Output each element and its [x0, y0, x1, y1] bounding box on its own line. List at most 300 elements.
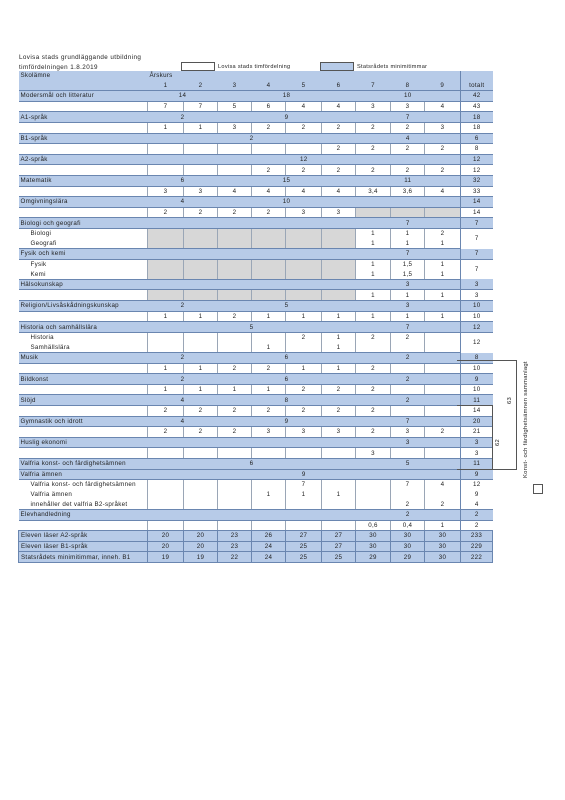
city-total: 3	[461, 290, 493, 301]
subject-empty	[19, 122, 148, 133]
table-row-city	[19, 384, 493, 395]
footer-value: 30	[391, 541, 425, 552]
sub-value	[356, 490, 391, 500]
table-row-city	[19, 144, 493, 155]
subject-name: Biologi och geografi	[19, 218, 148, 229]
table-row-sub	[19, 480, 493, 490]
footer-value: 27	[322, 531, 356, 542]
legend-city-label: Lovisa stads timfördelning	[218, 64, 291, 70]
state-total: 11	[461, 395, 493, 406]
grade-6: 6	[322, 81, 356, 91]
table-row-state	[19, 249, 493, 260]
sub-value: 1,5	[391, 259, 425, 269]
sub-value: 1	[356, 269, 391, 279]
sub-value: 2	[356, 332, 391, 342]
city-value: 7	[148, 101, 184, 112]
city-value	[252, 144, 286, 155]
table-row-sub	[19, 342, 493, 352]
footer-value: 29	[356, 552, 391, 563]
sub-total: 9	[461, 490, 493, 500]
grade-1: 1	[148, 81, 184, 91]
subject-name: Musik	[19, 353, 148, 364]
city-value: 1	[252, 311, 286, 322]
state-value: 2	[148, 112, 218, 123]
grey-cell	[286, 239, 322, 249]
city-value: 6	[252, 101, 286, 112]
footer-value: 25	[286, 541, 322, 552]
table-row-city	[19, 520, 493, 531]
header-total: totalt	[461, 81, 493, 91]
footer-value: 25	[286, 552, 322, 563]
city-value: 3	[218, 122, 252, 133]
state-total: 32	[461, 175, 493, 186]
city-value: 2	[356, 363, 391, 374]
city-value: 2	[425, 144, 461, 155]
grey-cell	[252, 269, 286, 279]
sub-value	[184, 499, 218, 509]
city-value	[286, 520, 322, 531]
city-value: 1	[425, 520, 461, 531]
city-value: 2	[252, 406, 286, 417]
city-value: 2	[252, 207, 286, 218]
subject-name: Huslig ekonomi	[19, 437, 148, 448]
city-value: 3	[391, 427, 425, 438]
sub-name: Biologi	[30, 230, 52, 238]
city-value	[184, 290, 218, 301]
state-pad	[148, 437, 356, 448]
city-value	[218, 165, 252, 176]
table-row-city	[19, 290, 493, 301]
city-value: 1	[148, 311, 184, 322]
city-total: 10	[461, 384, 493, 395]
state-value: 6	[148, 175, 218, 186]
state-value: 3	[356, 437, 461, 448]
sub-value	[148, 342, 184, 352]
city-value: 2	[356, 144, 391, 155]
sub-value	[218, 499, 252, 509]
city-value: 3	[322, 427, 356, 438]
table-row-city	[19, 311, 493, 322]
table-row-state	[19, 279, 493, 290]
sub-value	[218, 480, 252, 490]
table-row-footer	[19, 531, 493, 542]
city-value: 3	[391, 101, 425, 112]
table-header-row	[19, 71, 493, 81]
city-value	[252, 290, 286, 301]
grade-3: 3	[218, 81, 252, 91]
state-value: 15	[218, 175, 356, 186]
state-value: 6	[148, 458, 356, 469]
table-row-city	[19, 165, 493, 176]
city-value	[218, 144, 252, 155]
table-row-state	[19, 353, 493, 364]
subject-empty	[19, 427, 148, 438]
state-total: 10	[461, 301, 493, 312]
city-value	[148, 448, 184, 459]
city-value	[252, 520, 286, 531]
city-value: 4	[286, 186, 322, 197]
city-total: 10	[461, 363, 493, 374]
doc-subtitle: timfördelningen 1.8.2019	[19, 64, 98, 71]
city-value: 1	[184, 384, 218, 395]
table-row-sub	[19, 239, 493, 249]
sub-value: 2	[425, 228, 461, 238]
footer-value: 22	[218, 552, 252, 563]
state-total: 20	[461, 416, 493, 427]
state-value: 12	[148, 154, 461, 165]
state-value: 4	[148, 197, 218, 208]
state-value: 3	[356, 279, 461, 290]
subject-empty	[19, 311, 148, 322]
state-total: 7	[461, 249, 493, 260]
city-value	[148, 520, 184, 531]
table-row-state	[19, 458, 493, 469]
sub-value	[356, 342, 391, 352]
sub-value	[252, 499, 286, 509]
sub-value	[356, 499, 391, 509]
city-value: 2	[356, 122, 391, 133]
grade-8: 8	[391, 81, 425, 91]
state-total: 7	[461, 218, 493, 229]
state-value: 6	[218, 374, 356, 385]
subject-name: Hälsokunskap	[19, 279, 148, 290]
table-row-state	[19, 133, 493, 144]
subject-name: Valfria ämnen	[19, 469, 148, 480]
city-total: 8	[461, 144, 493, 155]
sub-value	[218, 332, 252, 342]
city-value	[425, 406, 461, 417]
city-value	[184, 520, 218, 531]
sub-value: 1	[356, 239, 391, 249]
city-value: 1	[148, 363, 184, 374]
grey-cell	[286, 269, 322, 279]
subject-name: Matematik	[19, 175, 148, 186]
state-total: 9	[461, 374, 493, 385]
footer-total: 229	[461, 541, 493, 552]
grey-cell	[184, 259, 218, 269]
city-value: 3	[425, 122, 461, 133]
table-row-state	[19, 416, 493, 427]
state-value: 4	[148, 395, 218, 406]
grey-cell	[322, 259, 356, 269]
sub-value	[148, 480, 184, 490]
footer-value: 19	[148, 552, 184, 563]
city-value	[322, 448, 356, 459]
sub-total: 12	[461, 332, 493, 352]
state-total: 42	[461, 91, 493, 102]
sub-total: 7	[461, 259, 493, 279]
state-total: 18	[461, 112, 493, 123]
city-value: 3,6	[391, 186, 425, 197]
state-value: 2	[356, 374, 461, 385]
subject-name: Slöjd	[19, 395, 148, 406]
sub-value	[184, 332, 218, 342]
city-value: 1	[184, 122, 218, 133]
subject-name: A1-språk	[19, 112, 148, 123]
table-row-state	[19, 374, 493, 385]
city-value: 3	[286, 427, 322, 438]
city-value: 3	[184, 186, 218, 197]
sub-value	[391, 490, 425, 500]
bracket-inner	[457, 405, 493, 470]
city-value: 1	[184, 363, 218, 374]
header-empty	[19, 81, 148, 91]
grey-cell	[322, 228, 356, 238]
city-total: 18	[461, 122, 493, 133]
city-value	[425, 384, 461, 395]
grey-cell	[218, 228, 252, 238]
city-value	[148, 290, 184, 301]
table-row-city	[19, 186, 493, 197]
state-total: 11	[461, 458, 493, 469]
footer-label: Eleven läser B1-språk	[19, 541, 148, 552]
table-row-sub	[19, 269, 493, 279]
subject-name: Elevhandledning	[19, 509, 148, 520]
sub-total: 4	[461, 499, 493, 509]
city-value: 2	[391, 165, 425, 176]
sub-value	[425, 332, 461, 342]
city-value: 1	[356, 311, 391, 322]
state-total: 12	[461, 322, 493, 333]
subject-empty	[19, 363, 148, 374]
subject-empty	[19, 207, 148, 218]
city-value: 3	[286, 207, 322, 218]
state-total: 3	[461, 279, 493, 290]
subject-name: B1-språk	[19, 133, 148, 144]
table-row-footer	[19, 541, 493, 552]
subject-name: Historia och samhällslära	[19, 322, 148, 333]
timetable	[18, 71, 493, 563]
city-value: 3	[356, 448, 391, 459]
sub-value: 1	[252, 342, 286, 352]
state-value: 2	[356, 395, 461, 406]
city-value	[322, 290, 356, 301]
city-value: 3	[322, 207, 356, 218]
sub-value	[184, 480, 218, 490]
table-row-state	[19, 197, 493, 208]
city-value: 1	[356, 290, 391, 301]
sub-name: Valfria konst- och färdighetsämnen	[30, 481, 136, 489]
footer-value: 23	[218, 531, 252, 542]
city-value: 4	[252, 186, 286, 197]
table-row-state	[19, 469, 493, 480]
city-value	[322, 520, 356, 531]
header-blank	[461, 71, 493, 81]
sub-name: Fysik	[30, 260, 47, 268]
city-value	[252, 448, 286, 459]
sub-value	[184, 342, 218, 352]
state-pad	[148, 509, 356, 520]
subject-empty	[19, 101, 148, 112]
city-value: 2	[184, 427, 218, 438]
subject-empty	[19, 384, 148, 395]
footer-value: 30	[425, 541, 461, 552]
city-value: 5	[218, 101, 252, 112]
city-value	[218, 520, 252, 531]
city-total: 2	[461, 520, 493, 531]
table-row-city	[19, 207, 493, 218]
state-value: 2	[148, 374, 218, 385]
sub-value	[148, 490, 184, 500]
state-value: 11	[356, 175, 461, 186]
city-value: 1	[218, 384, 252, 395]
footer-value: 30	[356, 531, 391, 542]
state-value: 2	[148, 133, 356, 144]
table-row-state	[19, 218, 493, 229]
subject-empty	[19, 406, 148, 417]
grade-5: 5	[286, 81, 322, 91]
grey-cell	[252, 239, 286, 249]
sub-value	[286, 499, 322, 509]
sub-value: 1	[425, 239, 461, 249]
grey-cell	[252, 228, 286, 238]
sub-value: 2	[425, 499, 461, 509]
subject-empty	[19, 290, 148, 301]
city-value: 2	[425, 165, 461, 176]
city-value: 1	[322, 311, 356, 322]
state-value: 6	[218, 353, 356, 364]
city-value	[184, 448, 218, 459]
grey-cell	[218, 269, 252, 279]
city-value: 4	[425, 186, 461, 197]
city-total: 3	[461, 448, 493, 459]
sub-value	[391, 342, 425, 352]
sub-value: 1	[322, 490, 356, 500]
sub-value: 1	[322, 342, 356, 352]
header-subject: Skolämne	[19, 71, 148, 81]
state-pad	[356, 197, 461, 208]
city-value	[391, 384, 425, 395]
state-value: 10	[218, 197, 356, 208]
state-value: 7	[356, 249, 461, 260]
side-number-63: 63	[507, 396, 513, 404]
city-value: 1	[148, 122, 184, 133]
table-row-city	[19, 101, 493, 112]
city-value: 3	[148, 186, 184, 197]
city-value: 2	[356, 384, 391, 395]
table-row-state	[19, 322, 493, 333]
city-value: 2	[218, 406, 252, 417]
city-value: 1	[286, 363, 322, 374]
city-value: 1	[425, 311, 461, 322]
city-value: 2	[148, 207, 184, 218]
sub-value: 7	[286, 480, 322, 490]
footer-value: 24	[252, 541, 286, 552]
sub-value	[425, 342, 461, 352]
city-total: 12	[461, 165, 493, 176]
table-row-city	[19, 122, 493, 133]
city-value: 7	[184, 101, 218, 112]
legend-state-label: Statsrådets minimitimmar	[357, 64, 428, 70]
state-value: 2	[148, 301, 218, 312]
city-value: 4	[322, 186, 356, 197]
city-value	[184, 144, 218, 155]
sub-value: 1	[425, 269, 461, 279]
side-number-62: 62	[495, 438, 501, 446]
sub-value: 1	[391, 228, 425, 238]
sub-value	[218, 490, 252, 500]
footer-value: 26	[252, 531, 286, 542]
subject-name: Modersmål och litteratur	[19, 91, 148, 102]
subject-name: Valfria konst- och färdighetsämnen	[19, 458, 148, 469]
state-value: 2	[356, 353, 461, 364]
side-label: Konst- och färdighetsämnen sammanlagt	[523, 361, 529, 478]
footer-value: 20	[184, 531, 218, 542]
table-row-city	[19, 427, 493, 438]
state-value: 14	[148, 91, 218, 102]
state-value: 7	[356, 416, 461, 427]
city-value: 2	[286, 165, 322, 176]
city-value: 2	[322, 165, 356, 176]
table-row-state	[19, 509, 493, 520]
city-value: 2	[218, 363, 252, 374]
grey-cell	[184, 239, 218, 249]
footer-value: 30	[391, 531, 425, 542]
state-value: 4	[148, 416, 218, 427]
city-value	[356, 207, 391, 218]
sub-value	[322, 480, 356, 490]
city-value: 2	[286, 384, 322, 395]
city-value: 1	[391, 311, 425, 322]
city-value: 2	[148, 427, 184, 438]
city-value: 2	[252, 122, 286, 133]
sub-value	[218, 342, 252, 352]
subject-name: Religion/Livsåskådningskunskap	[19, 301, 148, 312]
grey-cell	[148, 269, 184, 279]
city-value: 4	[286, 101, 322, 112]
state-value: 7	[356, 322, 461, 333]
sub-value: 1,5	[391, 269, 425, 279]
side-empty-box	[533, 484, 543, 494]
sub-value	[286, 342, 322, 352]
footer-value: 30	[356, 541, 391, 552]
city-value: 2	[322, 406, 356, 417]
state-value: 9	[218, 112, 356, 123]
sub-value	[356, 480, 391, 490]
sub-value: 1	[356, 228, 391, 238]
city-value: 2	[322, 384, 356, 395]
grey-cell	[252, 259, 286, 269]
footer-total: 222	[461, 552, 493, 563]
city-total: 43	[461, 101, 493, 112]
city-value: 2	[425, 427, 461, 438]
sub-value: 2	[391, 332, 425, 342]
state-total: 14	[461, 197, 493, 208]
city-value: 1	[425, 290, 461, 301]
footer-value: 29	[391, 552, 425, 563]
table-row-sub	[19, 259, 493, 269]
city-value: 0,4	[391, 520, 425, 531]
state-value: 7	[356, 112, 461, 123]
grade-4: 4	[252, 81, 286, 91]
city-value: 3	[252, 427, 286, 438]
table-row-state	[19, 154, 493, 165]
state-total: 6	[461, 133, 493, 144]
city-value: 2	[252, 165, 286, 176]
city-value: 1	[252, 384, 286, 395]
city-value: 2	[391, 144, 425, 155]
table-row-city	[19, 406, 493, 417]
state-value: 4	[356, 133, 461, 144]
city-value: 1	[286, 311, 322, 322]
city-value: 1	[391, 290, 425, 301]
city-value	[286, 448, 322, 459]
city-value: 2	[218, 427, 252, 438]
city-value: 2	[391, 122, 425, 133]
sub-name: Samhällslära	[19, 342, 148, 352]
state-pad	[148, 249, 356, 260]
city-value: 3,4	[356, 186, 391, 197]
